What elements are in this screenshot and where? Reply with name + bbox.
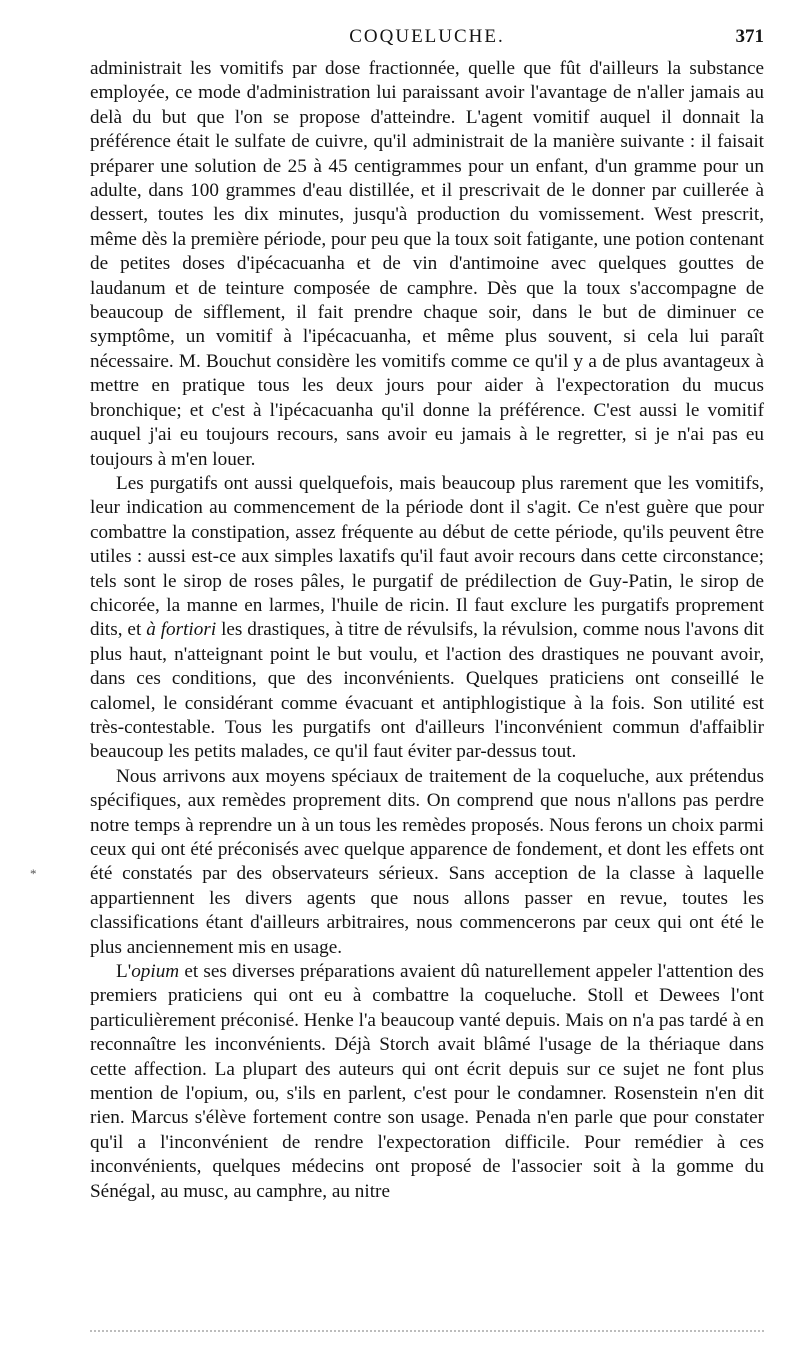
text-segment: Nous arrivons aux moyens spéciaux de traitement de la coqueluche, aux prétendus spécifiques, aux remèdes proprement dits. On comprend que nous n'allons pas perdre notre temps à reprendre un à un tous les remèdes proposés. Nous ferons un choix parmi ceux qui ont été préconisés avec quelque apparence de fondement, et dont les effets ont été constatés par des observateurs sérieux. Sans acception de la classe à laquelle appartiennent les divers agents que nous allons passer en revue, toutes les classifications étant d'ailleurs arbitraires, nous commencerons par ceux qui ont été le plus anciennement mis en usage. — [90, 765, 764, 958]
margin-mark: * — [30, 866, 37, 881]
running-title: COQUELUCHE. — [349, 26, 505, 47]
paragraph — [90, 765, 764, 960]
italic-segment: opium — [131, 961, 180, 983]
bottom-rule — [90, 1330, 764, 1332]
body-text — [90, 57, 764, 1204]
text-segment: L' — [116, 961, 132, 983]
text-segment: Les purgatifs ont aussi quelquefois, mais beaucoup plus rarement que les vomitifs, leur indication au commencement de la période dont il s'agit. Ce n'est guère que pour combattre la constipation, assez fréquente au début de cette période, qu'ils peuvent être utiles : aussi est-ce aux simples laxatifs qu'il faut avoir recours dans cette circonstance; tels sont le sirop de roses pâles, le purgatif de prédilection de Guy-Patin, le sirop de chicorée, la manne en larmes, l'huile de ricin. Il faut exclure les purgatifs proprement dits, et — [90, 472, 764, 641]
text-segment: et ses diverses préparations avaient dû naturellement appeler l'attention des premiers praticiens qui ont eu à combattre la coqueluche. Stoll et Dewees l'ont particulièrement préconisé. Henke l'a beaucoup vanté depuis. Mais on n'a pas tardé à en reconnaître les inconvénients. Déjà Storch avait blâmé l'usage de la thériaque dans cette affection. La plupart des auteurs qui ont écrit depuis sur ce sujet ne font plus mention de l'opium, ou, s'ils en parlent, c'est pour le condamner. Rosenstein n'en dit rien. Marcus s'élève fortement contre son usage. Penada n'en parle que pour constater qu'il a l'inconvénient de rendre l'expectoration difficile. Pour remédier à ces inconvénients, quelques médecins ont proposé de l'associer soit à la gomme du Sénégal, au musc, au camphre, au nitre — [90, 961, 764, 1202]
paragraph — [90, 960, 764, 1204]
text-segment: administrait les vomitifs par dose fractionnée, quelle que fût d'ailleurs la substance employée, ce mode d'administration lui paraissant avoir l'avantage de n'aller jamais au delà du but que l'on se propose d'atteindre. L'agent vomitif auquel il donnait la préférence était le sulfate de cuivre, qu'il administrait de la manière suivante : il faisait préparer une solution de 25 à 45 centigrammes pour un enfant, d'un gramme pour un adulte, dans 100 grammes d'eau distillée, et il prescrivait de le donner par cuillerée à dessert, toutes les dix minutes, jusqu'à production du vomissement. West prescrit, même dès la première période, pour peu que la toux soit fatigante, une potion contenant de petites doses d'ipécacuanha et de vin d'antimoine avec quelques gouttes de laudanum et de teinture composée de camphre. Dès que la toux s'accompagne de beaucoup de sifflement, il fait prendre chaque soir, dans le but de diminuer ce symptôme, un vomitif à l'ipécacuanha, et même plus souvent, si cela lui paraît nécessaire. M. Bouchut considère les vomitifs comme ce qu'il y a de plus avantageux à mettre en pratique tous les deux jours pour aider à l'expectoration du mucus bronchique; et c'est à l'ipécacuanha qu'il donne la préférence. C'est aussi le vomitif auquel j'ai eu toujours recours, sans avoir eu jamais à le regretter, si je n'ai pas eu toujours à m'en louer. — [90, 58, 764, 470]
paragraph — [90, 472, 764, 765]
text-segment: les drastiques, à titre de révulsifs, la révulsion, comme nous l'avons dit plus haut, n'atteignant point le but voulu, et l'action des drastiques ne pouvant avoir, dans ces conditions, que des inconvénients. Quelques praticiens ont conseillé le calomel, le considérant comme évacuant et antiphlogistique à la fois. Son utilité est très-contestable. Tous les purgatifs ont d'ailleurs l'inconvénient commun d'affaiblir beaucoup les petits malades, ce qu'il faut éviter par-dessus tout. — [90, 619, 764, 763]
paragraph — [90, 57, 764, 472]
running-head — [90, 26, 764, 52]
italic-segment: à fortiori — [146, 619, 217, 641]
page-number: 371 — [735, 26, 764, 47]
